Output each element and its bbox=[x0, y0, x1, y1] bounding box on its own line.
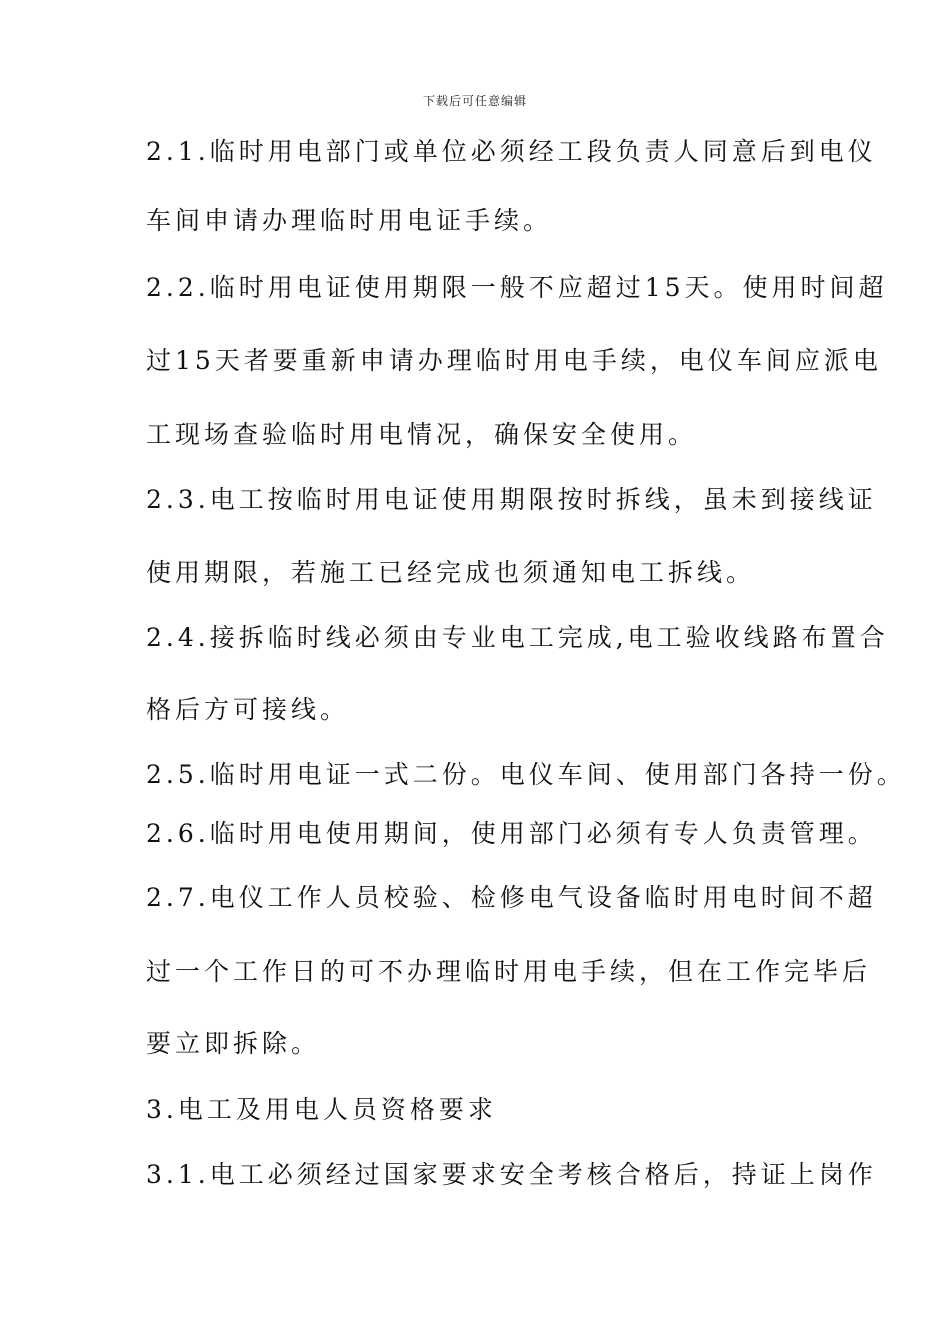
text-line-3-1a: 3.1.电工必须经过国家要求安全考核合格后，持证上岗作 bbox=[146, 1160, 877, 1189]
text-line-2-6: 2.6.临时用电使用期间，使用部门必须有专人负责管理。 bbox=[146, 819, 877, 848]
text-line-2-1a: 2.1.临时用电部门或单位必须经工段负责人同意后到电仪 bbox=[146, 137, 877, 166]
text-line-2-2c: 工现场查验临时用电情况，确保安全使用。 bbox=[146, 420, 698, 449]
text-line-2-4b: 格后方可接线。 bbox=[146, 695, 350, 724]
text-line-2-2a: 2.2.临时用电证使用期限一般不应超过15天。使用时间超 bbox=[146, 273, 888, 302]
text-line-2-3b: 使用期限，若施工已经完成也须通知电工拆线。 bbox=[146, 558, 756, 587]
text-line-2-7b: 过一个工作日的可不办理临时用电手续，但在工作完毕后 bbox=[146, 957, 872, 986]
text-line-2-4a: 2.4.接拆临时线必须由专业电工完成,电工验收线路布置合 bbox=[146, 623, 889, 652]
section-heading-3: 3.电工及用电人员资格要求 bbox=[146, 1095, 497, 1124]
text-line-2-5: 2.5.临时用电证一式二份。电仪车间、使用部门各持一份。 bbox=[146, 760, 906, 789]
text-line-2-7a: 2.7.电仪工作人员校验、检修电气设备临时用电时间不超 bbox=[146, 883, 877, 912]
text-line-2-2b: 过15天者要重新申请办理临时用电手续，电仪车间应派电 bbox=[146, 346, 882, 375]
text-line-2-7c: 要立即拆除。 bbox=[146, 1029, 321, 1058]
header-note: 下载后可任意编辑 bbox=[422, 94, 527, 108]
text-line-2-1b: 车间申请办理临时用电证手续。 bbox=[146, 206, 553, 235]
text-line-2-3a: 2.3.电工按临时用电证使用期限按时拆线，虽未到接线证 bbox=[146, 485, 877, 514]
